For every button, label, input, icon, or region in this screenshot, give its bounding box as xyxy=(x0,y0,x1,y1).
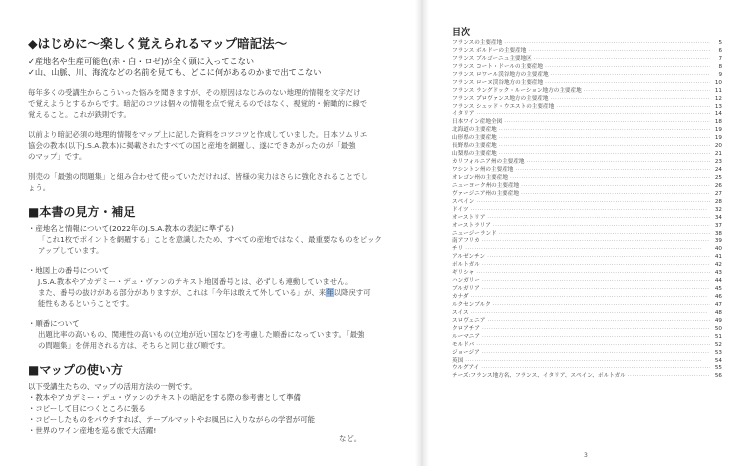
toc-entry-label: フランス シュッド・ウエストの主要産地 xyxy=(452,103,555,110)
toc-leader-dots xyxy=(465,246,710,254)
toc-entry-page: 19 xyxy=(714,135,722,142)
toc-leader-dots xyxy=(482,286,710,294)
toc-entry-page: 54 xyxy=(714,357,722,364)
toc-entry[interactable] xyxy=(452,286,722,294)
intro-paragraph-3 xyxy=(28,171,400,193)
toc-entry-label: スロヴェニア xyxy=(452,317,486,324)
toc-entry-page: 46 xyxy=(714,294,722,300)
toc-entry-page: 27 xyxy=(714,190,722,197)
toc-leader-dots xyxy=(476,270,710,278)
toc-entry-page: 55 xyxy=(714,365,722,372)
toc-entry[interactable] xyxy=(452,246,722,254)
toc-entry[interactable] xyxy=(452,80,722,88)
toc-entry-page: 38 xyxy=(714,230,722,237)
toc-leader-dots xyxy=(482,262,710,270)
toc-entry-label: スペイン xyxy=(452,198,475,205)
toc-leader-dots xyxy=(526,159,710,167)
usage-intro: 以下受講生たちの、マップの活用方法の一例です。 xyxy=(28,382,197,391)
toc-entry[interactable] xyxy=(452,159,722,167)
toc-entry[interactable] xyxy=(452,238,722,246)
toc-entry-page: 19 xyxy=(714,127,722,134)
toc-entry[interactable] xyxy=(452,135,722,143)
text-line: のマップ」です。 xyxy=(28,152,87,161)
toc-entry-label: ニューヨーク州の主要産地 xyxy=(452,182,520,189)
toc-entry-page: 42 xyxy=(714,262,722,269)
toc-entry-page: 50 xyxy=(714,325,722,332)
toc-entry[interactable] xyxy=(452,48,722,56)
toc-entry[interactable] xyxy=(452,254,722,262)
toc-entry-page: 47 xyxy=(714,301,722,308)
toc-entry-label: オーストラリア xyxy=(452,222,491,229)
toc-leader-dots xyxy=(504,119,710,127)
toc-leader-dots xyxy=(504,40,710,48)
toc-leader-dots xyxy=(476,342,710,350)
toc-entry-page: 28 xyxy=(714,198,722,205)
toc-entry[interactable] xyxy=(452,88,722,96)
toc-entry[interactable] xyxy=(452,104,722,112)
toc-leader-dots xyxy=(493,302,710,310)
toc-entry-page: 24 xyxy=(714,167,722,173)
toc-entry-label: ドイツ xyxy=(452,206,469,213)
toc-leader-dots xyxy=(471,207,710,215)
toc-entry-label: 日本ワイン産地全図 xyxy=(452,119,503,126)
toc-leader-dots xyxy=(482,278,710,286)
toc-entry-page: 6 xyxy=(718,47,722,54)
toc-entry-page: 10 xyxy=(714,79,722,86)
toc-entry-page: 43 xyxy=(714,270,722,277)
usage-heading: ■マップの使い方 xyxy=(28,363,123,377)
toc-entry[interactable] xyxy=(452,358,722,366)
toc-entry-page: 51 xyxy=(714,333,722,340)
highlighted-text[interactable]: 年 xyxy=(326,288,334,297)
toc-entry[interactable] xyxy=(452,151,722,159)
toc-list xyxy=(452,40,722,381)
toc-leader-dots xyxy=(465,358,710,366)
toc-entry[interactable] xyxy=(452,56,722,64)
usage-item: ・コピーして目につくところに張る xyxy=(28,404,146,413)
toc-entry-page: 52 xyxy=(714,341,722,348)
toc-entry[interactable] xyxy=(452,294,722,302)
text-segment: また、番号の抜けがある部分がありますが、これは「今年は敢えて外している」が、来 xyxy=(38,288,327,297)
text-line: 別売の「最強の問題集」と組み合わせて使っていただければ、皆様の実力はさらに強化されることでし xyxy=(28,172,368,181)
toc-leader-dots xyxy=(499,231,710,239)
toc-entry-label: オーストリア xyxy=(452,214,486,221)
toc-entry[interactable] xyxy=(452,143,722,151)
toc-entry[interactable] xyxy=(452,207,722,215)
toc-leader-dots xyxy=(499,143,710,151)
toc-entry-label: 英国 xyxy=(452,357,464,364)
usage-item: ・教本やアカデミー・デュ・ヴァンのテキストの暗記をする際の参考書として準備 xyxy=(28,393,301,402)
toc-entry-label: フランス コート・ドールの主要産地 xyxy=(452,63,543,70)
text-line: 出題比率の高いもの、関連性の高いもの(立地が近い国など)を考慮した順番になっています。「最強 xyxy=(38,330,365,339)
usage-item: ・コピーしたものをパウチすれば、テーブルマットやお風呂に入りながらの学習が可能 xyxy=(28,415,315,424)
toc-entry-label: 北海道の主要産地 xyxy=(452,127,497,134)
toc-entry[interactable] xyxy=(452,175,722,183)
toc-leader-dots xyxy=(499,135,710,143)
toc-entry-label: 山梨県の主要産地 xyxy=(452,151,497,158)
toc-leader-dots xyxy=(482,350,710,358)
toc-leader-dots xyxy=(528,48,710,56)
toc-leader-dots xyxy=(545,64,710,72)
toc-entry-page: 37 xyxy=(714,222,722,229)
toc-leader-dots xyxy=(534,56,710,64)
text-line-with-highlight xyxy=(28,287,400,298)
intro-paragraph-1 xyxy=(28,87,400,120)
text-line: アップしています。 xyxy=(38,246,104,255)
toc-entry-label: ジョージア xyxy=(452,349,480,356)
toc-entry-label: フランス ローヌ渓谷地方の主要産地 xyxy=(452,79,544,86)
toc-entry-page: 49 xyxy=(714,317,722,324)
toc-entry[interactable] xyxy=(452,191,722,199)
toc-entry-label: ルーマニア xyxy=(452,333,480,340)
toc-leader-dots xyxy=(551,72,710,80)
toc-entry-label: 南アフリカ xyxy=(452,238,480,245)
toc-leader-dots xyxy=(487,254,710,262)
toc-entry[interactable] xyxy=(452,310,722,318)
toc-leader-dots xyxy=(482,326,710,334)
text-line: 覚えること。これが鉄則です。 xyxy=(28,110,131,119)
toc-leader-dots xyxy=(487,318,710,326)
intro-paragraph-2 xyxy=(28,129,400,162)
toc-entry-page: 44 xyxy=(714,278,722,285)
toc-entry[interactable] xyxy=(452,72,722,80)
toc-entry[interactable] xyxy=(452,302,722,310)
toc-entry-page: 32 xyxy=(714,206,722,213)
toc-entry-label: ハンガリー xyxy=(452,278,480,285)
toc-leader-dots xyxy=(482,334,710,342)
toc-entry-page: 20 xyxy=(714,143,722,150)
toc-entry-label: ブルガリア xyxy=(452,286,480,293)
toc-entry[interactable] xyxy=(452,334,722,342)
check-line: ✓山、山脈、川、海流などの名前を見ても、どこに何があるのかまで出てこない xyxy=(28,67,322,77)
toc-entry-page: 9 xyxy=(718,71,722,78)
howto-bullet-2: ・地図上の番号について xyxy=(28,266,110,275)
page-gutter xyxy=(415,0,429,466)
toc-entry-label: フランス ロワール渓谷地方の主要産地 xyxy=(452,71,549,78)
toc-leader-dots xyxy=(510,175,710,183)
toc-entry-label: ヴァージニア州の主要産地 xyxy=(452,190,519,197)
toc-entry[interactable] xyxy=(452,215,722,223)
toc-entry[interactable] xyxy=(452,373,722,381)
text-line: 「これ1枚でポイントを網羅する」ことを意識したため、すべての産地ではなく、最重要なものをピック xyxy=(38,235,382,244)
toc-entry-page: 18 xyxy=(714,119,722,126)
usage-tail: など。 xyxy=(339,434,362,443)
toc-entry[interactable] xyxy=(452,40,722,48)
toc-entry-page: 25 xyxy=(714,174,722,181)
toc-entry[interactable] xyxy=(452,183,722,191)
toc-entry-label: カナダ xyxy=(452,294,469,300)
toc-entry-label: フランス ブルゴーニュ主要地区 xyxy=(452,55,532,62)
toc-entry-page: 13 xyxy=(714,103,722,110)
toc-entry-page: 53 xyxy=(714,349,722,356)
toc-leader-dots xyxy=(499,151,710,159)
howto-bullet-3: ・順番について xyxy=(28,319,80,328)
text-line: 以前より暗記必須の地理的情報をマップ上に記した資料をコツコツと作成していました。日本ソムリエ xyxy=(28,130,368,139)
toc-entry-label: 長野県の主要産地 xyxy=(452,143,497,150)
toc-entry-label: ポルトガル xyxy=(452,262,480,269)
toc-entry-page: 34 xyxy=(714,214,722,221)
toc-entry[interactable] xyxy=(452,231,722,239)
text-line: J.S.A.教本やアカデミー・デュ・ヴァンのテキスト地図番号とは、必ずしも連動していません。 xyxy=(38,277,353,286)
text-segment: 以降戻す可 xyxy=(333,288,371,297)
toc-entry[interactable] xyxy=(452,342,722,350)
toc-leader-dots xyxy=(628,373,710,381)
left-page-content xyxy=(28,34,400,436)
toc-entry-page: 21 xyxy=(714,151,722,158)
toc-entry-page: 7 xyxy=(718,55,722,62)
text-line: ょう。 xyxy=(28,183,51,192)
toc-entry-label: ワシントン州の主要産地 xyxy=(452,167,514,173)
toc-entry[interactable] xyxy=(452,262,722,270)
toc-entry[interactable] xyxy=(452,64,722,72)
toc-entry-label: フランス プロヴァンス地方の主要産地 xyxy=(452,95,549,102)
text-line: 毎年多くの受講生からこういった悩みを聞きますが、その原因はなじみのない地理的情報を文字だけ xyxy=(28,88,361,97)
toc-entry[interactable] xyxy=(452,223,722,231)
toc-entry-label: ルクセンブルク xyxy=(452,301,491,308)
toc-leader-dots xyxy=(515,167,710,175)
usage-item: ・世界のワイン産地を巡る旅で大活躍! xyxy=(28,426,157,435)
toc-entry-page: 26 xyxy=(714,182,722,189)
check-line: ✓産地名や生産可能色(赤・白・ロゼ)が全く頭に入ってこない xyxy=(28,56,255,66)
toc-entry-page: 8 xyxy=(718,63,722,70)
toc-entry[interactable] xyxy=(452,278,722,286)
toc-entry[interactable] xyxy=(452,199,722,207)
toc-entry-page: 23 xyxy=(714,159,722,166)
toc-entry-page: 41 xyxy=(714,254,722,261)
toc-leader-dots xyxy=(487,215,710,223)
toc-leader-dots xyxy=(499,127,710,135)
toc-title: 目次 xyxy=(452,28,471,38)
text-line: 能性もあるということです。 xyxy=(38,299,134,308)
toc-entry-page: 45 xyxy=(714,286,722,293)
toc-leader-dots xyxy=(471,310,710,318)
toc-entry[interactable] xyxy=(452,326,722,334)
howto-heading: ■本書の見方・補足 xyxy=(28,205,136,219)
toc-entry-label: オレゴン州の主要産地 xyxy=(452,174,508,181)
toc-entry-page: 56 xyxy=(714,373,722,380)
intro-heading: ◆はじめに～楽しく覚えられるマップ暗記法～ xyxy=(28,36,288,51)
text-line: で覚えようとするからです。暗記のコツは個々の情報を点で覚えるのではなく、視覚的・俯瞰的に線で xyxy=(28,99,368,108)
toc-leader-dots xyxy=(584,88,710,96)
text-line: 協会の教本(以下J.S.A.教本)に掲載されたすべての国と産地を網羅し、遂にできあがったのが「最強 xyxy=(28,141,356,150)
toc-leader-dots xyxy=(556,104,710,112)
toc-leader-dots xyxy=(521,191,710,199)
toc-entry-label: クロアチア xyxy=(452,325,480,332)
toc-entry[interactable] xyxy=(452,270,722,278)
toc-entry-label: フランス ラングドック・ルーション地方の主要産地 xyxy=(452,87,582,94)
toc-entry-label: 山形県の主要産地 xyxy=(452,135,497,142)
toc-entry-label: ウルグアイ xyxy=(452,365,480,372)
right-page xyxy=(429,0,750,466)
text-line: の問題集」を併用される方は、そちらと同じ並び順です。 xyxy=(38,341,230,350)
toc-entry-label: ニュージーランド xyxy=(452,230,497,237)
toc-entry-label: イタリア xyxy=(452,111,475,118)
toc-leader-dots xyxy=(471,294,710,302)
toc-leader-dots xyxy=(493,223,710,231)
toc-entry[interactable] xyxy=(452,318,722,326)
toc-entry-page: 11 xyxy=(714,87,722,94)
toc-leader-dots xyxy=(521,183,710,191)
toc-entry-label: フランス ボルドーの主要産地 xyxy=(452,47,527,54)
toc-entry-page: 14 xyxy=(714,111,722,118)
toc-leader-dots xyxy=(550,96,710,104)
toc-entry-page: 12 xyxy=(714,95,722,102)
toc-entry-label: テーズ:フランス地方名、フランス、イタリア、スペイン、ポルトガル xyxy=(452,373,626,380)
page-number: 3 xyxy=(584,452,588,459)
toc-entry[interactable] xyxy=(452,96,722,104)
toc-entry-label: フランスの主要産地 xyxy=(452,40,503,46)
toc-entry-label: カリフォルニア州の主要産地 xyxy=(452,159,525,166)
toc-entry-label: スイス xyxy=(452,309,469,316)
toc-leader-dots xyxy=(545,80,710,88)
toc-entry-label: アルゼンチン xyxy=(452,254,486,261)
toc-entry-label: チリ xyxy=(452,246,464,253)
toc-entry-page: 5 xyxy=(718,40,722,46)
toc-leader-dots xyxy=(476,111,710,119)
toc-entry[interactable] xyxy=(452,167,722,175)
toc-entry-label: ギリシャ xyxy=(452,270,475,277)
toc-leader-dots xyxy=(482,238,710,246)
toc-entry-label: モルドバ xyxy=(452,341,475,348)
toc-entry-page: 48 xyxy=(714,309,722,316)
toc-entry-page: 39 xyxy=(714,238,722,245)
toc-entry[interactable] xyxy=(452,350,722,358)
howto-bullet-1: ・産地名と情報について(2022年のJ.S.A.教本の表記に準ずる) xyxy=(28,224,234,233)
toc-leader-dots xyxy=(476,199,710,207)
toc-entry-page: 40 xyxy=(714,246,722,253)
